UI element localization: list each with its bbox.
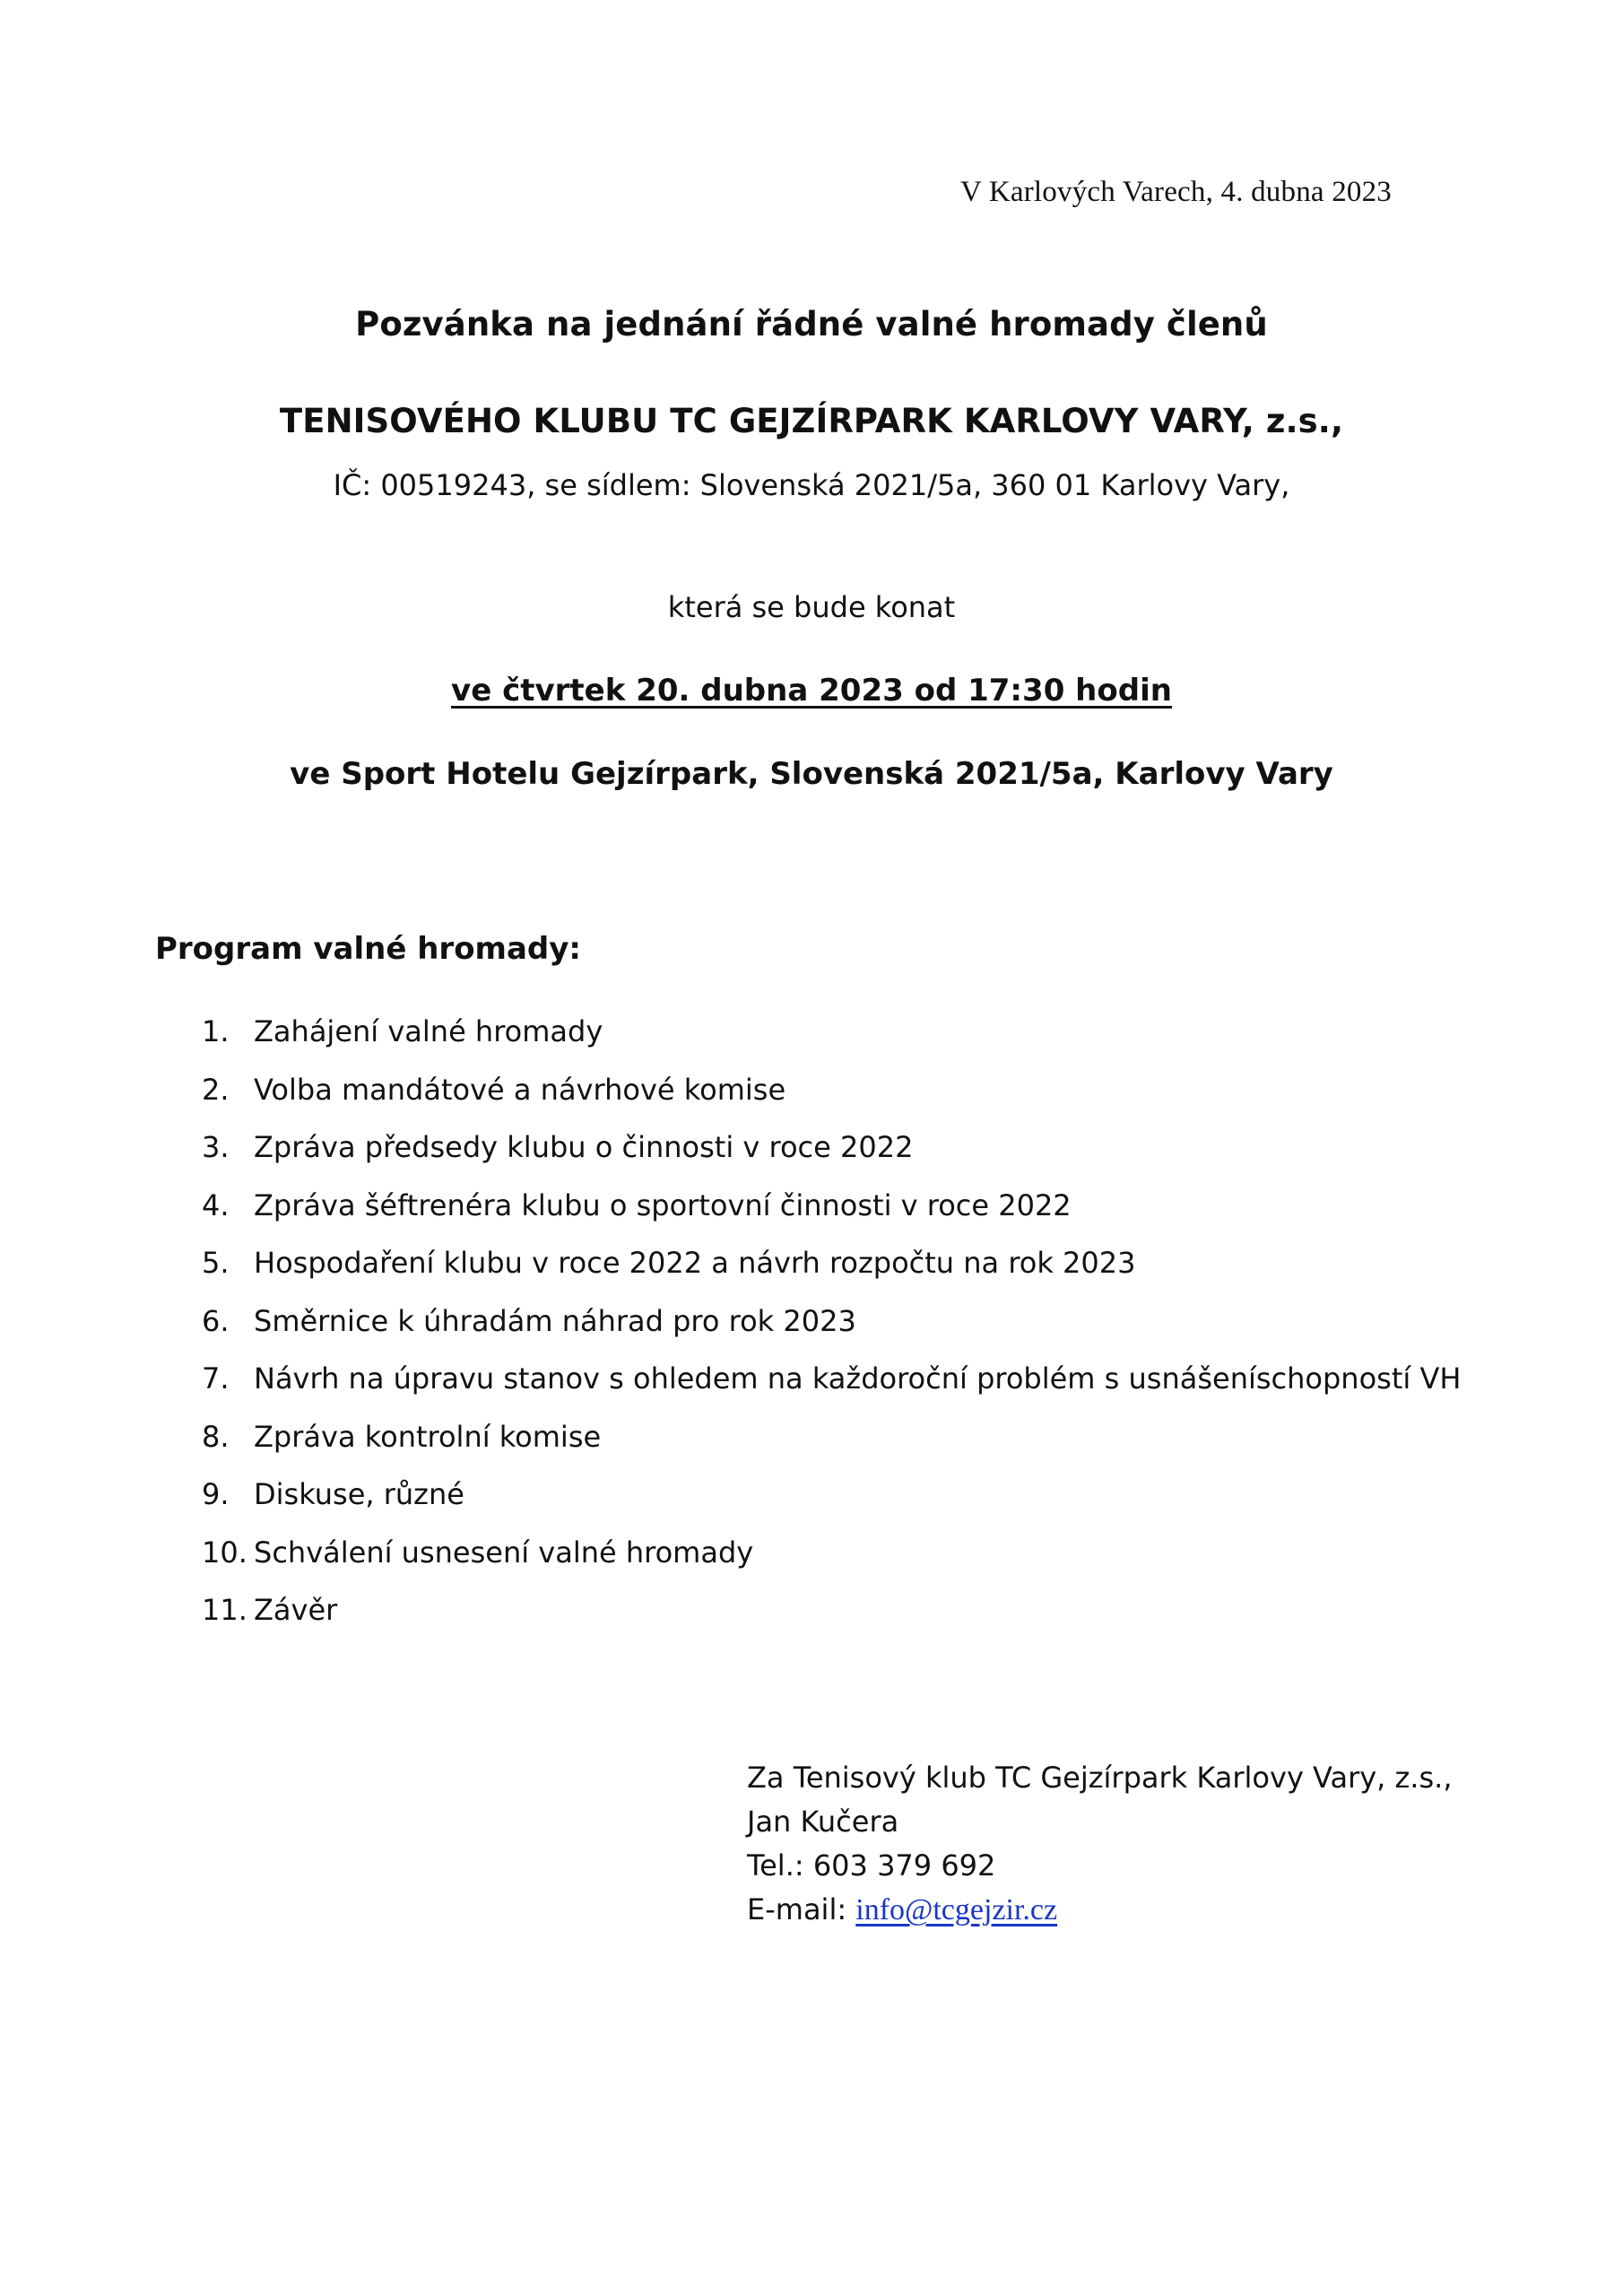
date-line: V Karlových Varech, 4. dubna 2023 [959,176,1392,208]
agenda-item-number: 8. [202,1419,230,1454]
agenda-item-text: Hospodaření klubu v roce 2022 a návrh rozpočtu na rok 2023 [254,1246,1136,1280]
will-be-held-text: která se bude konat [667,590,956,624]
club-registration-address: IČ: 00519243, se sídlem: Slovenská 2021/5a, 360 01 Karlovy Vary, [333,468,1290,502]
agenda-item-number: 9. [202,1477,230,1511]
agenda-item-number: 7. [202,1361,230,1396]
agenda-item-text: Zahájení valné hromady [254,1014,603,1048]
signature-block [747,1756,1452,1932]
agenda-item-text: Závěr [254,1593,338,1627]
program-heading: Program valné hromady: [155,931,582,967]
signature-email-label: E-mail: [747,1892,856,1926]
agenda-item-number: 4. [202,1187,230,1222]
agenda-item-text: Zpráva předsedy klubu o činnosti v roce 2022 [254,1130,914,1164]
agenda-item-text: Volba mandátové a návrhové komise [254,1072,786,1107]
agenda-item-number: 3. [202,1130,230,1164]
invitation-title: Pozvánka na jednání řádné valné hromady členů [355,305,1268,344]
agenda-item-number: 1. [202,1014,230,1048]
agenda-item-number: 2. [202,1072,230,1107]
signature-name: Jan Kučera [747,1805,899,1839]
meeting-venue: ve Sport Hotelu Gejzírpark, Slovenská 2021/5a, Karlovy Vary [290,756,1333,792]
agenda-item-text: Zpráva šéftrenéra klubu o sportovní činnosti v roce 2022 [254,1187,1072,1222]
agenda-item-text: Zpráva kontrolní komise [254,1419,602,1454]
agenda-item-number: 11. [202,1593,247,1627]
agenda-item-text: Schválení usnesení valné hromady [254,1535,754,1570]
signature-phone: Tel.: 603 379 692 [747,1848,996,1883]
agenda-item-text: Směrnice k úhradám náhrad pro rok 2023 [254,1303,856,1338]
signature-on-behalf: Za Tenisový klub TC Gejzírpark Karlovy Vary, z.s., [747,1761,1453,1795]
agenda-item-text: Návrh na úpravu stanov s ohledem na každoroční problém s usnášeníschopností VH [254,1361,1462,1396]
email-link[interactable]: info@tcgejzir.cz [855,1893,1058,1926]
agenda-item-number: 5. [202,1246,230,1280]
club-name: TENISOVÉHO KLUBU TC GEJZÍRPARK KARLOVY VARY, z.s., [279,402,1344,440]
agenda-item-text: Diskuse, různé [254,1477,464,1511]
signature-email-line [747,1888,1452,1932]
agenda-item-number: 10. [202,1535,247,1570]
agenda-item-number: 6. [202,1303,230,1338]
meeting-date-time: ve čtvrtek 20. dubna 2023 od 17:30 hodin [451,673,1172,709]
